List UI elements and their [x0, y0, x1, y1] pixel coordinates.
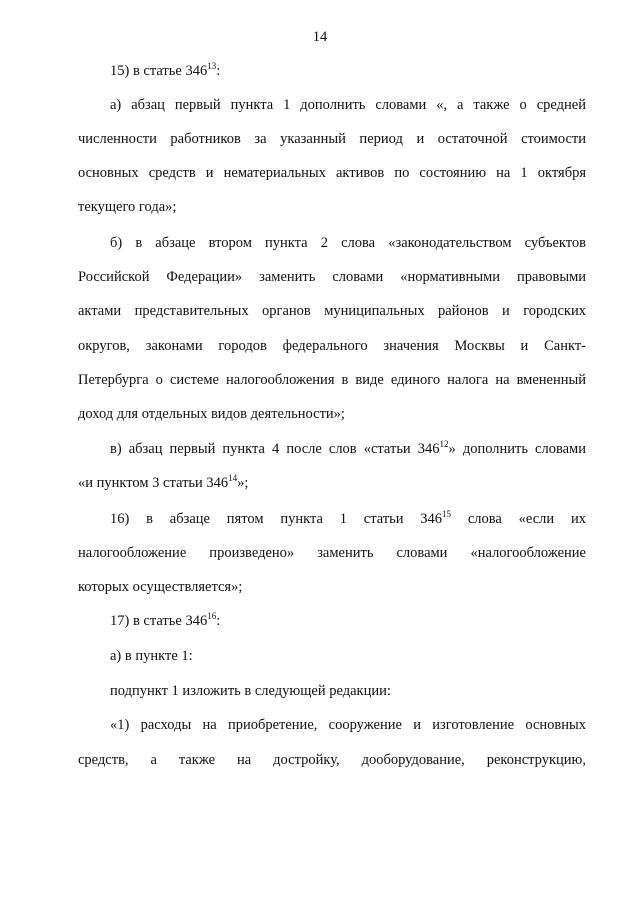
- superscript: 12: [439, 439, 449, 449]
- text-run: 17) в статье 346: [110, 613, 208, 629]
- text-run: слова «если их: [451, 511, 586, 527]
- paragraph-line: «1) расходы на приобретение, сооружение и изготовление основных: [110, 717, 586, 733]
- text-run: 15) в статье 346: [110, 63, 208, 79]
- paragraph-line: которых осуществляется»;: [78, 579, 243, 595]
- paragraph-line: средств, а также на достройку, дооборудование, реконструкцию,: [78, 752, 586, 768]
- item-16-line: [110, 509, 586, 527]
- paragraph-line: налогообложение произведено» заменить словами «налогообложение: [78, 545, 586, 561]
- superscript: 14: [228, 473, 238, 483]
- paragraph-line: округов, законами городов федерального значения Москвы и Санкт-: [78, 338, 586, 354]
- text-run: 16) в абзаце пятом пункта 1 статьи 346: [110, 511, 443, 527]
- paragraph-line: а) в пункте 1:: [110, 648, 193, 664]
- text-run: »;: [237, 475, 249, 491]
- superscript: 16: [207, 611, 217, 621]
- paragraph-line: Российской Федерации» заменить словами «нормативными правовыми: [78, 269, 586, 285]
- text-run: » дополнить словами: [448, 441, 586, 457]
- item-17-heading: [110, 611, 221, 629]
- superscript: 13: [207, 61, 217, 71]
- paragraph-line: [78, 473, 249, 491]
- page-number: 14: [312, 29, 328, 45]
- text-run: :: [216, 63, 221, 79]
- item-15-heading: [110, 61, 221, 79]
- superscript: 15: [442, 509, 452, 519]
- paragraph-line: [110, 439, 586, 457]
- text-run: «и пунктом 3 статьи 346: [78, 475, 229, 491]
- paragraph-line: доход для отдельных видов деятельности»;: [78, 406, 345, 422]
- paragraph-line: а) абзац первый пункта 1 дополнить словами «, а также о средней: [110, 97, 586, 113]
- paragraph-line: подпункт 1 изложить в следующей редакции:: [110, 683, 391, 699]
- paragraph-line: численности работников за указанный период и остаточной стоимости: [78, 131, 586, 147]
- paragraph-line: Петербурга о системе налогообложения в виде единого налога на вмененный: [78, 372, 586, 388]
- text-run: в) абзац первый пункта 4 после слов «статьи 346: [110, 441, 440, 457]
- paragraph-line: б) в абзаце втором пункта 2 слова «законодательством субъектов: [110, 235, 586, 251]
- paragraph-line: основных средств и нематериальных активов по состоянию на 1 октября: [78, 165, 586, 181]
- paragraph-line: текущего года»;: [78, 199, 177, 215]
- text-run: :: [216, 613, 221, 629]
- paragraph-line: актами представительных органов муниципальных районов и городских: [78, 303, 586, 319]
